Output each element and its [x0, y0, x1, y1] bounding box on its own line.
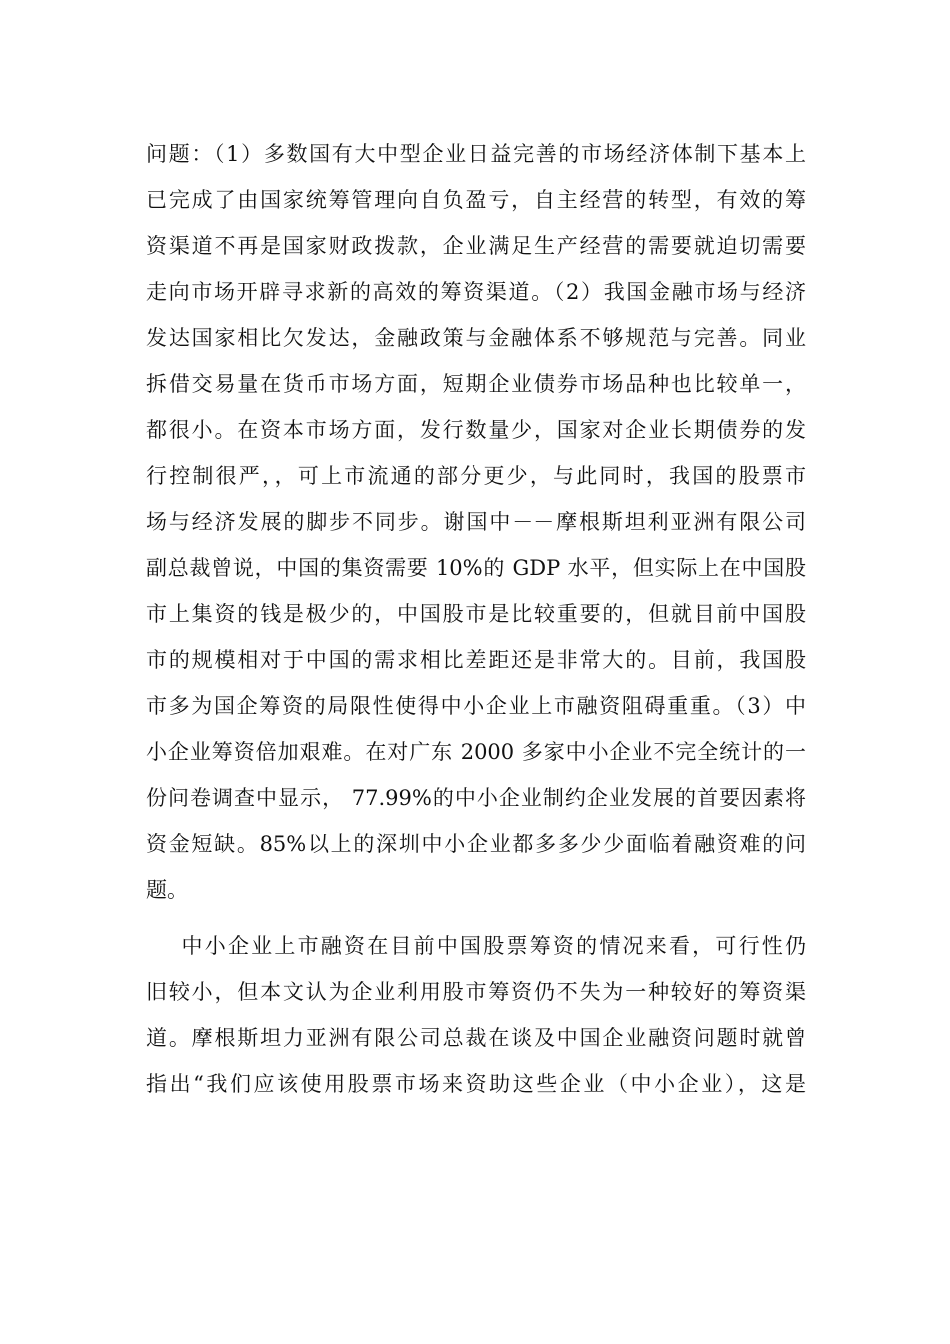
- paragraph-2: [146, 923, 806, 1107]
- text-line: 市上集资的钱是极少的，中国股市是比较重要的，但就目前中国股: [146, 602, 806, 626]
- text-line: 场与经济发展的脚步不同步。谢国中－－摩根斯坦利亚洲有限公司: [146, 510, 806, 534]
- text-line: 资渠道不再是国家财政拨款，企业满足生产经营的需要就迫切需要: [146, 234, 806, 258]
- text-line: 题。: [146, 878, 188, 902]
- text-line: 行控制很严，，可上市流通的部分更少，与此同时，我国的股票市: [146, 464, 806, 488]
- text-line: 资金短缺。85%以上的深圳中小企业都多多少少面临着融资难的问: [146, 832, 806, 856]
- paragraph-1: [146, 131, 806, 913]
- text-line: 市的规模相对于中国的需求相比差距还是非常大的。目前，我国股: [146, 648, 806, 672]
- text-line: 道。摩根斯坦力亚洲有限公司总裁在谈及中国企业融资问题时就曾: [146, 1026, 806, 1050]
- body-text: [146, 131, 806, 1107]
- text-line: 副总裁曾说，中国的集资需要 10%的 GDP 水平，但实际上在中国股: [146, 556, 806, 580]
- text-line: 旧较小，但本文认为企业利用股市筹资仍不失为一种较好的筹资渠: [146, 980, 806, 1004]
- text-line: 问题：（1）多数国有大中型企业日益完善的市场经济体制下基本上: [146, 142, 806, 166]
- text-line: 发达国家相比欠发达，金融政策与金融体系不够规范与完善。同业: [146, 326, 806, 350]
- text-line: 拆借交易量在货币市场方面，短期企业债券市场品种也比较单一，: [146, 372, 806, 396]
- text-line: 份问卷调查中显示， 77.99%的中小企业制约企业发展的首要因素将: [146, 786, 806, 810]
- text-line: 走向市场开辟寻求新的高效的筹资渠道。（2）我国金融市场与经济: [146, 280, 806, 304]
- text-line: 已完成了由国家统筹管理向自负盈亏，自主经营的转型，有效的筹: [146, 188, 806, 212]
- text-line: 中小企业上市融资在目前中国股票筹资的情况来看，可行性仍: [146, 934, 806, 958]
- text-line: 指出“我们应该使用股票市场来资助这些企业（中小企业），这是: [146, 1072, 806, 1096]
- text-line: 都很小。在资本市场方面，发行数量少，国家对企业长期债券的发: [146, 418, 806, 442]
- paragraph-gap: [146, 913, 806, 923]
- text-line: 市多为国企筹资的局限性使得中小企业上市融资阻碍重重。（3）中: [146, 694, 806, 718]
- text-line: 小企业筹资倍加艰难。在对广东 2000 多家中小企业不完全统计的一: [146, 740, 806, 764]
